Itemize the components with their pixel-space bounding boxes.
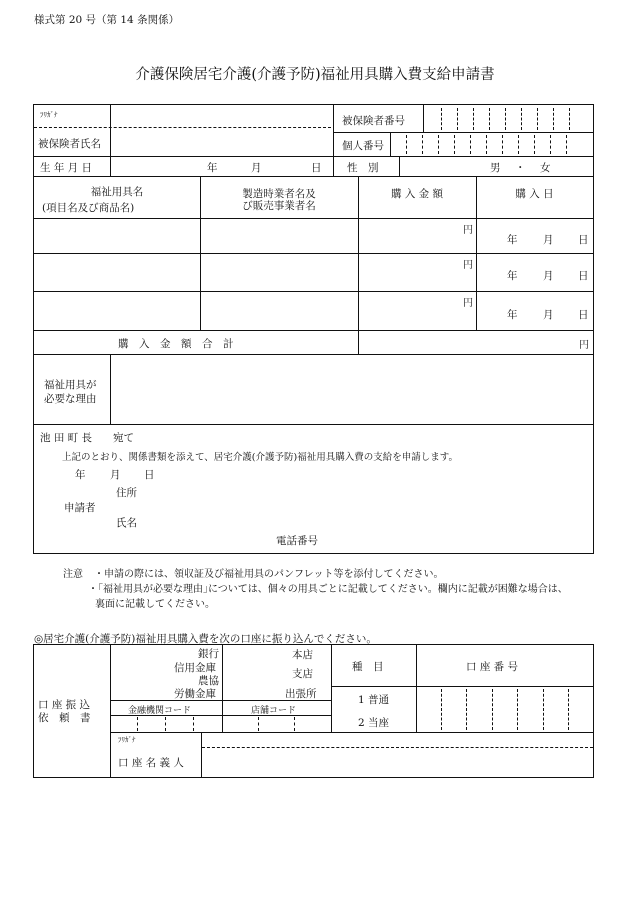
birth-date-label: 生 年 月 日: [40, 162, 93, 174]
transfer-request-label-2: 依 頼 書: [38, 712, 91, 724]
row2-day: 日: [578, 270, 589, 282]
account-number-label: 口 座 番 号: [466, 661, 519, 673]
row2-month: 月: [543, 270, 554, 282]
account-type-ordinary: 1 普通: [358, 694, 390, 706]
transfer-request-label-1: 口 座 振 込: [38, 699, 91, 711]
page-title: 介護保険居宅介護(介護予防)福祉用具購入費支給申請書: [135, 67, 495, 83]
total-label: 購 入 金 額 合 計: [118, 338, 234, 350]
insured-name-label: 被保険者氏名: [38, 138, 101, 150]
bank-heading: ◎居宅介護(介護予防)福祉用具購入費を次の口座に振り込んでください。: [34, 633, 377, 645]
notes-line-1: ・申請の際には、領収証及び福祉用具のパンフレット等を添付してください。: [94, 569, 444, 580]
branch-option-branch: 支店: [292, 668, 313, 680]
insured-number-label: 被保険者番号: [342, 115, 405, 127]
purchase-amount-header: 購 入 金 額: [390, 188, 443, 200]
purchase-date-header: 購 入 日: [515, 188, 554, 200]
personal-number-label: 個人番号: [342, 140, 384, 152]
application-statement: 上記のとおり、関係書類を添えて、居宅介護(介護予防)福祉用具購入費の支給を申請します。: [62, 452, 458, 463]
row1-yen: 円: [463, 225, 473, 236]
total-yen: 円: [579, 340, 589, 351]
account-type-current: 2 当座: [358, 717, 390, 729]
row2-yen: 円: [463, 260, 473, 271]
bank-option-shinkin: 信用金庫: [174, 662, 216, 674]
reason-label-2: 必要な理由: [44, 393, 97, 405]
notes-line-3: 裏面に記載してください。: [95, 599, 215, 610]
application-day: 日: [144, 469, 155, 481]
row3-month: 月: [543, 309, 554, 321]
application-month: 月: [110, 469, 121, 481]
birth-year-label: 年: [207, 162, 218, 174]
branch-option-sub: 出張所: [285, 688, 317, 700]
row3-year: 年: [507, 309, 518, 321]
item-name-header: 福祉用具名: [90, 186, 144, 198]
item-name-subheader: (項目名及び商品名): [42, 202, 135, 214]
maker-subheader: び販売事業者名: [242, 200, 316, 212]
row3-day: 日: [578, 309, 589, 321]
account-furigana-label: ﾌﾘｶﾞﾅ: [118, 736, 136, 744]
row2-year: 年: [507, 270, 518, 282]
form-number: 様式第 20 号（第 14 条関係）: [34, 14, 180, 26]
addressee: 池 田 町 長 宛て: [40, 432, 135, 444]
notes-label: 注意: [63, 569, 83, 580]
address-label: 住所: [116, 487, 137, 499]
birth-day-label: 日: [311, 162, 322, 174]
notes-line-2: ・｢福祉用具が必要な理由｣については、個々の用具ごとに記載してください。欄内に記載が困難な場合は、: [88, 584, 568, 595]
branch-code-label: 店舗コード: [251, 706, 297, 716]
gender-female: 女: [540, 162, 551, 174]
account-type-label: 種 目: [352, 661, 384, 673]
bank-code-label: 金融機関コード: [128, 706, 192, 716]
row1-month: 月: [543, 234, 554, 246]
bank-option-nokyo: 農協: [198, 675, 219, 687]
gender-label: 性 別: [347, 162, 379, 174]
application-year: 年: [75, 469, 86, 481]
bank-option-rokin: 労働金庫: [174, 688, 216, 700]
branch-option-head: 本店: [292, 649, 313, 661]
account-holder-label: 口 座 名 義 人: [118, 757, 184, 769]
maker-header: 製造時業者名及: [242, 188, 316, 200]
gender-male: 男: [490, 162, 501, 174]
birth-month-label: 月: [251, 162, 262, 174]
furigana-label: ﾌﾘｶﾞﾅ: [40, 111, 58, 119]
row3-yen: 円: [463, 298, 473, 309]
phone-label: 電話番号: [276, 535, 318, 547]
applicant-label: 申請者: [64, 502, 96, 514]
bank-option-bank: 銀行: [198, 648, 219, 660]
row1-year: 年: [507, 234, 518, 246]
reason-label-1: 福祉用具が: [44, 379, 97, 391]
name-label: 氏名: [116, 517, 137, 529]
gender-separator: ・: [515, 162, 526, 174]
row1-day: 日: [578, 234, 589, 246]
